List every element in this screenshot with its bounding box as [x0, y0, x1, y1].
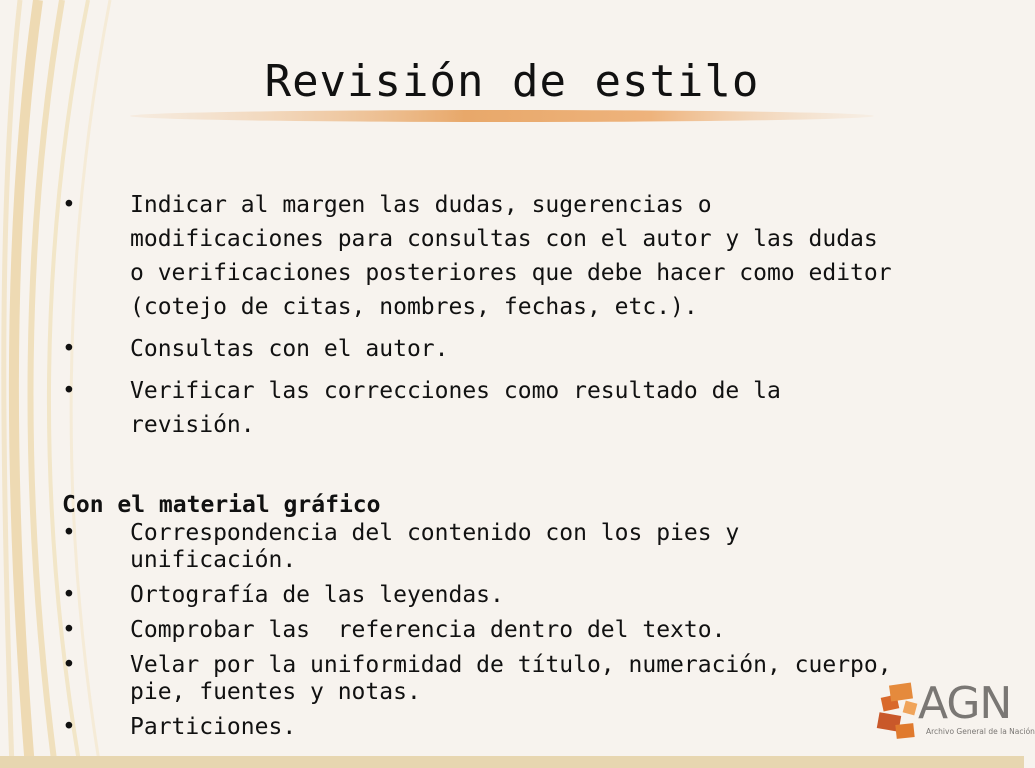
- bullet-icon: •: [62, 192, 76, 218]
- list-item: [62, 374, 902, 442]
- list-item-text: Indicar al margen las dudas, sugerencias o modificaciones para consultas con el autor y las dudas o verificaciones posteriores que debe hacer como editor (cotejo de citas, nombres, fechas, etc.).: [130, 192, 892, 320]
- list-item-text: Comprobar las referencia dentro del texto.: [130, 617, 726, 643]
- list-item: [62, 332, 902, 366]
- list-item: [62, 617, 902, 644]
- title-underline: [130, 109, 874, 123]
- slide-title: Revisión de estilo: [264, 56, 760, 107]
- slide-content: [62, 188, 902, 749]
- list-item: [62, 520, 902, 574]
- list-item-text: Correspondencia del contenido con los pies y unificación.: [130, 520, 740, 573]
- list-item: [62, 582, 902, 609]
- bullet-icon: •: [62, 520, 76, 546]
- bullet-icon: •: [62, 582, 76, 608]
- bullet-list-top: [62, 188, 902, 442]
- bottom-band: [0, 756, 1024, 768]
- list-item: [62, 188, 902, 324]
- logo-name: AGN: [918, 678, 1012, 729]
- list-item: [62, 652, 902, 706]
- bullet-icon: •: [62, 378, 76, 404]
- list-item-text: Consultas con el autor.: [130, 336, 449, 362]
- bullet-icon: •: [62, 714, 76, 740]
- bullet-icon: •: [62, 617, 76, 643]
- list-item-text: Ortografía de las leyendas.: [130, 582, 504, 608]
- list-item-text: Verificar las correcciones como resultado de la revisión.: [130, 378, 781, 438]
- logo-subtitle: Archivo General de la Nación: [926, 727, 1035, 736]
- list-item-text: Velar por la uniformidad de título, numeración, cuerpo, pie, fuentes y notas.: [130, 652, 892, 705]
- list-item-text: Particiones.: [130, 714, 297, 740]
- bullet-icon: •: [62, 652, 76, 678]
- section-subheading: Con el material gráfico: [62, 492, 381, 518]
- bullet-icon: •: [62, 336, 76, 362]
- bullet-list-bottom: [62, 520, 902, 741]
- list-item: [62, 714, 902, 741]
